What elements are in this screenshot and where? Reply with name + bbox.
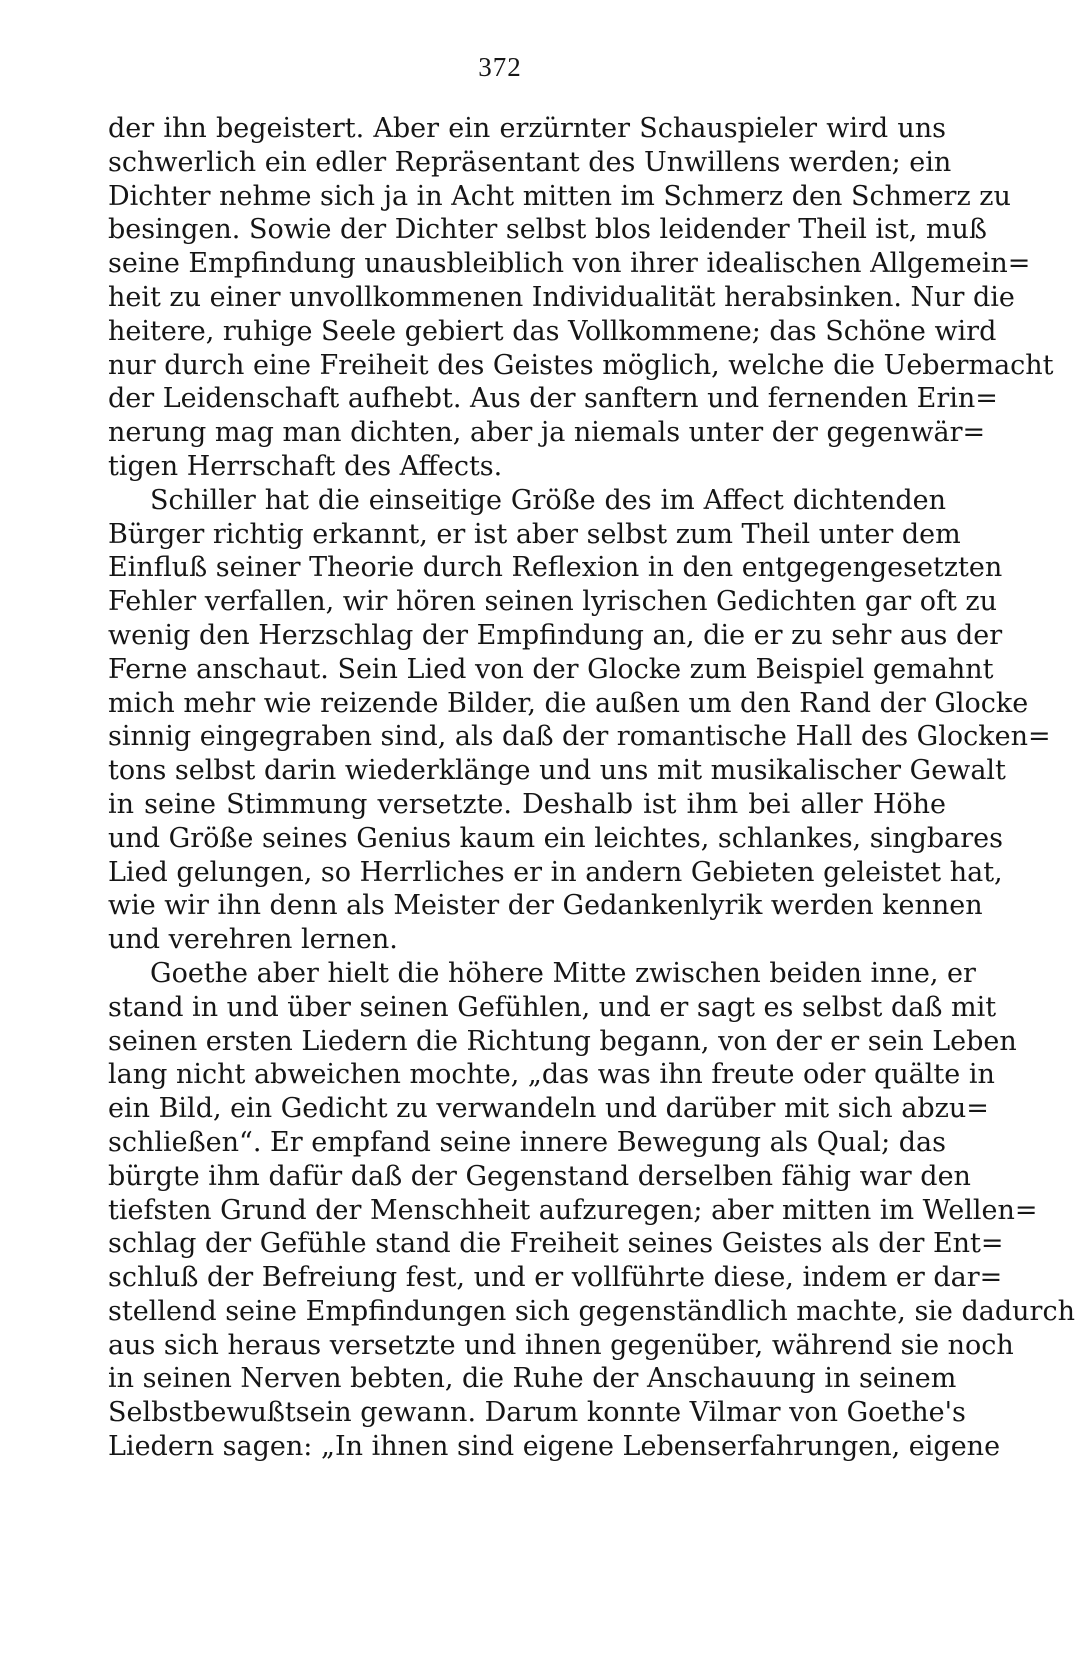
text-line: mich mehr wie reizende Bilder, die außen um den Rand der Glocke xyxy=(108,687,1029,719)
text-line: Dichter nehme sich ja in Acht mitten im Schmerz den Schmerz zu xyxy=(108,180,1011,212)
text-line: der ihn begeistert. Aber ein erzürnter Schauspieler wird uns xyxy=(108,113,946,144)
text-line: Liedern sagen: „In ihnen sind eigene Lebenserfahrungen, eigene xyxy=(108,1431,1001,1463)
text-line: Lied gelungen, so Herrliches er in andern Gebieten geleistet hat, xyxy=(108,856,1003,888)
text-line: schlag der Gefühle stand die Freiheit seines Geistes als der Ent= xyxy=(108,1228,1004,1260)
text-line: wenig den Herzschlag der Empfindung an, die er zu sehr aus der xyxy=(108,619,1003,651)
text-line: Einfluß seiner Theorie durch Reflexion in den entgegengesetzten xyxy=(108,552,1003,584)
text-line: seine Empfindung unausbleiblich von ihrer idealischen Allgemein= xyxy=(108,248,1031,280)
text-line: heit zu einer unvollkommenen Individualität herabsinken. Nur die xyxy=(108,281,1015,313)
text-line: ein Bild, ein Gedicht zu verwandeln und darüber mit sich abzu= xyxy=(108,1093,989,1125)
text-line: aus sich heraus versetzte und ihnen gegenüber, während sie noch xyxy=(108,1329,1014,1361)
text-line: und verehren lernen. xyxy=(108,924,398,956)
text-line: in seine Stimmung versetzte. Deshalb ist ihm bei aller Höhe xyxy=(108,788,946,820)
text-line: stellend seine Empfindungen sich gegenständlich machte, sie dadurch xyxy=(108,1295,1075,1327)
text-line: Fehler verfallen, wir hören seinen lyrischen Gedichten gar oft zu xyxy=(108,586,997,618)
text-line: in seinen Nerven bebten, die Ruhe der Anschauung in seinem xyxy=(108,1363,957,1395)
text-line: Schiller hat die einseitige Größe des im Affect dichtenden xyxy=(150,484,946,516)
page-number: 372 xyxy=(478,52,522,82)
text-line: tons selbst darin wiederklänge und uns mit musikalischer Gewalt xyxy=(108,755,1006,787)
text-line: und Größe seines Genius kaum ein leichtes, schlankes, singbares xyxy=(108,822,1004,854)
text-line: seinen ersten Liedern die Richtung begann, von der er sein Leben xyxy=(108,1025,1017,1057)
text-line: sinnig eingegraben sind, als daß der romantische Hall des Glocken= xyxy=(108,721,1051,753)
text-line: Goethe aber hielt die höhere Mitte zwischen beiden inne, er xyxy=(150,957,976,989)
text-line: Bürger richtig erkannt, er ist aber selbst zum Theil unter dem xyxy=(108,518,961,550)
text-line: nur durch eine Freiheit des Geistes möglich, welche die Uebermacht xyxy=(108,349,1054,381)
text-line: lang nicht abweichen mochte, „das was ihn freute oder quälte in xyxy=(108,1059,995,1091)
text-line: Selbstbewußtsein gewann. Darum konnte Vilmar von Goethe's xyxy=(108,1397,966,1429)
text-line: besingen. Sowie der Dichter selbst blos leidender Theil ist, muß xyxy=(108,214,987,246)
text-line: schluß der Befreiung fest, und er vollführte diese, indem er dar= xyxy=(108,1262,1003,1294)
text-line: heitere, ruhige Seele gebiert das Vollkommene; das Schöne wird xyxy=(108,315,997,347)
text-line: Ferne anschaut. Sein Lied von der Glocke zum Beispiel gemahnt xyxy=(108,653,994,685)
text-line: tiefsten Grund der Menschheit aufzuregen; aber mitten im Wellen= xyxy=(108,1194,1038,1226)
text-line: bürgte ihm dafür daß der Gegenstand derselben fähig war den xyxy=(108,1160,971,1192)
text-line: nerung mag man dichten, aber ja niemals unter der gegenwär= xyxy=(108,417,986,449)
text-line: tigen Herrschaft des Affects. xyxy=(108,450,503,482)
text-line: wie wir ihn denn als Meister der Gedankenlyrik werden kennen xyxy=(108,890,983,922)
text-line: schließen“. Er empfand seine innere Bewegung als Qual; das xyxy=(108,1126,946,1158)
body-text xyxy=(108,112,1075,1464)
text-line: schwerlich ein edler Repräsentant des Unwillens werden; ein xyxy=(108,146,952,178)
text-line: der Leidenschaft aufhebt. Aus der sanftern und fernenden Erin= xyxy=(108,383,998,415)
text-line: stand in und über seinen Gefühlen, und er sagt es selbst daß mit xyxy=(108,991,997,1023)
